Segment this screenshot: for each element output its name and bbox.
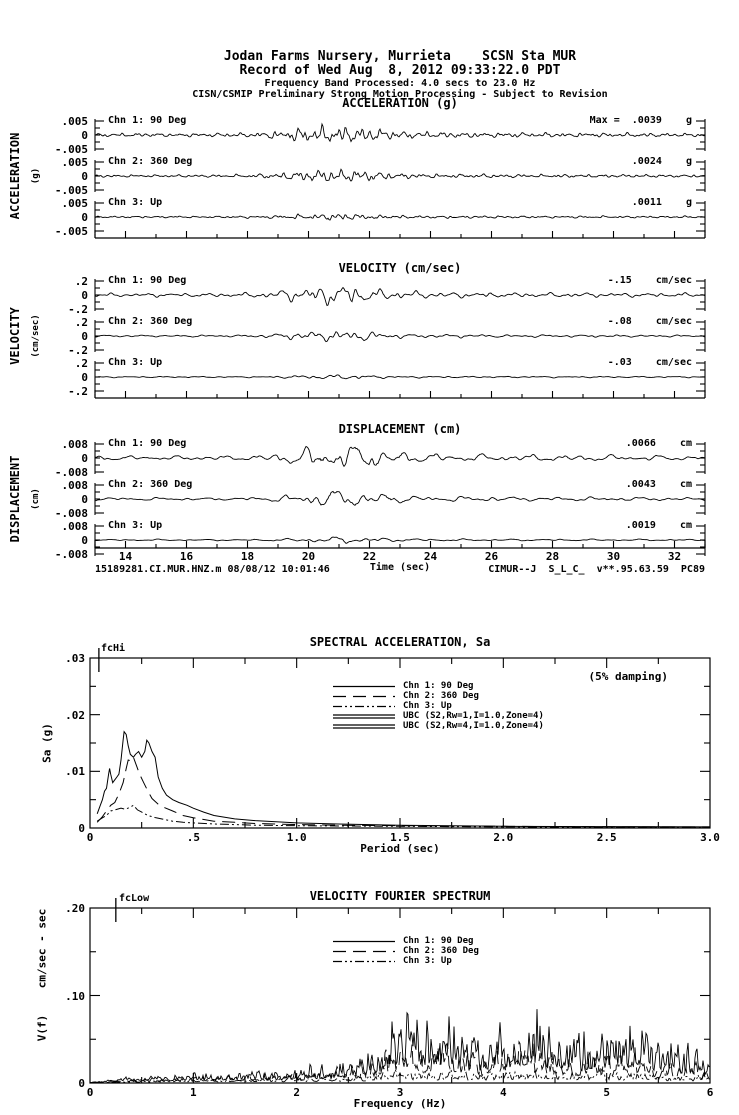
y-tick-zero-label: 0 [81, 288, 88, 302]
sa-x-axis-label: Period (sec) [360, 842, 440, 855]
sa-x-tick-label: 1.5 [390, 831, 410, 844]
sa-y-tick-label: .01 [65, 765, 85, 779]
y-tick-zero-label: 0 [81, 492, 88, 506]
channel-label: Chn 1: 90 Deg [108, 275, 187, 286]
time-tick-label: 14 [118, 550, 133, 563]
y-tick-zero-label: 0 [81, 533, 88, 547]
channel-label: Chn 3: Up [108, 357, 163, 368]
y-tick-top-label: .008 [61, 437, 88, 451]
y-tick-top-label: .2 [74, 274, 88, 288]
frequency-band-note: Frequency Band Processed: 4.0 secs to 23.0 Hz [264, 78, 536, 89]
channel-label: Chn 1: 90 Deg [108, 438, 187, 449]
acceleration-axis-unit: (g) [31, 167, 41, 185]
sa-y-tick-label: .03 [65, 652, 85, 665]
peak-value-label: .0024 g [631, 156, 692, 167]
legend-entry [333, 946, 479, 956]
time-tick-label: 32 [667, 550, 682, 563]
y-tick-bottom-label: -.008 [54, 547, 88, 561]
damping-note: (5% damping) [588, 670, 668, 683]
y-tick-top-label: .2 [74, 356, 88, 370]
sa-spectrum-curve [97, 757, 710, 827]
fourier-y-tick-label: .10 [65, 989, 85, 1003]
legend-line-sample [333, 692, 395, 701]
legend-entry [333, 701, 544, 711]
y-tick-bottom-label: -.005 [54, 224, 88, 238]
sa-y-tick-label: 0 [78, 822, 85, 835]
fourier-x-tick-label: 5 [603, 1086, 610, 1099]
y-tick-zero-label: 0 [81, 169, 88, 183]
time-axis-label: Time (sec) [369, 562, 431, 573]
time-tick-label: 20 [301, 550, 316, 563]
y-tick-bottom-label: -.2 [68, 343, 88, 357]
y-tick-zero-label: 0 [81, 210, 88, 224]
waveform-trace [95, 124, 705, 141]
waveform-trace [95, 214, 705, 220]
waveform-trace [95, 169, 705, 181]
y-tick-top-label: .005 [61, 114, 88, 128]
processing-note: CISN/CSMIP Preliminary Strong Motion Processing - Subject to Revision [192, 89, 608, 100]
peak-value-label: -.03 cm/sec [607, 357, 692, 368]
fourier-plot-title: VELOCITY FOURIER SPECTRUM [309, 889, 491, 903]
fourier-y-tick-label: .20 [65, 902, 85, 915]
y-tick-bottom-label: -.005 [54, 142, 88, 156]
time-tick-label: 24 [423, 550, 438, 563]
record-file-footer: 15189281.CI.MUR.HNZ.m 08/08/12 10:01:46 [95, 564, 330, 575]
channel-label: Chn 1: 90 Deg [108, 115, 187, 126]
fourier-x-axis-label: Frequency (Hz) [353, 1097, 447, 1110]
legend-line-sample [333, 947, 395, 956]
record-datetime: Record of Wed Aug 8, 2012 09:33:22.0 PDT [239, 63, 561, 78]
channel-label: Chn 2: 360 Deg [108, 316, 193, 327]
fc-hi-label: fcHi [101, 643, 126, 654]
legend-entry [333, 721, 544, 731]
y-tick-top-label: .005 [61, 196, 88, 210]
time-tick-label: 16 [179, 550, 194, 563]
velocity-axis-unit: (cm/sec) [31, 314, 41, 358]
y-tick-bottom-label: -.008 [54, 465, 88, 479]
time-tick-label: 26 [484, 550, 499, 563]
acceleration-axis-label: ACCELERATION [8, 132, 22, 220]
waveform-trace [95, 491, 705, 505]
sa-x-tick-label: 0 [86, 831, 94, 844]
sa-spectrum-curve [97, 732, 710, 827]
fourier-y-tick-label: 0 [78, 1077, 85, 1090]
displacement-section-title: DISPLACEMENT (cm) [338, 422, 462, 436]
fourier-spectrum-curve [90, 1009, 710, 1082]
y-tick-zero-label: 0 [81, 329, 88, 343]
channel-label: Chn 3: Up [108, 197, 163, 208]
sa-x-tick-label: 2.0 [493, 831, 514, 844]
station-title: Jodan Farms Nursery, Murrieta SCSN Sta MUR [223, 49, 577, 64]
peak-value-label: -.15 cm/sec [607, 275, 692, 286]
legend-entry [333, 711, 544, 721]
velocity-axis-label: VELOCITY [8, 307, 22, 365]
waveform-trace [95, 375, 705, 379]
acceleration-section-title: ACCELERATION (g) [342, 96, 458, 110]
time-tick-label: 22 [362, 550, 377, 563]
y-tick-zero-label: 0 [81, 370, 88, 384]
legend-entry-label: Chn 1: 90 Deg [403, 681, 474, 691]
legend-entry [333, 936, 479, 946]
fourier-legend [333, 936, 479, 966]
y-tick-zero-label: 0 [81, 451, 88, 465]
time-tick-label: 18 [240, 550, 255, 563]
time-tick-label: 30 [606, 550, 621, 563]
fourier-x-tick-label: 1 [190, 1086, 197, 1099]
processing-code-footer: CIMUR--J S_L_C_ v**.95.63.59 PC89 [488, 564, 705, 575]
waveform-trace [95, 288, 705, 306]
fc-low-label: fcLow [119, 893, 150, 904]
fourier-x-tick-label: 3 [396, 1086, 404, 1099]
displacement-axis-unit: (cm) [31, 488, 41, 510]
sa-legend [333, 681, 544, 731]
legend-entry-label: UBC (S2,Rw=4,I=1.0,Zone=4) [403, 721, 544, 731]
sa-y-tick-label: .02 [65, 708, 85, 722]
sa-x-tick-label: 3.0 [700, 831, 720, 844]
fourier-x-tick-label: 4 [500, 1086, 507, 1099]
y-tick-zero-label: 0 [81, 128, 88, 142]
legend-line-sample [333, 722, 395, 731]
legend-entry-label: Chn 1: 90 Deg [403, 936, 474, 946]
y-tick-bottom-label: -.2 [68, 302, 88, 316]
legend-line-sample [333, 957, 395, 966]
peak-value-label: .0019 cm [625, 520, 692, 531]
time-tick-label: 28 [545, 550, 560, 563]
legend-line-sample [333, 937, 395, 946]
legend-entry [333, 956, 479, 966]
channel-label: Chn 3: Up [108, 520, 163, 531]
sa-spectrum-curve [97, 805, 710, 827]
legend-entry-label: Chn 2: 360 Deg [403, 691, 479, 701]
sa-y-axis-label: Sa (g) [40, 723, 54, 763]
fourier-x-tick-label: 2 [293, 1086, 300, 1099]
y-tick-top-label: .005 [61, 155, 88, 169]
waveform-trace [95, 446, 705, 466]
velocity-section-title: VELOCITY (cm/sec) [338, 261, 462, 275]
legend-entry [333, 681, 544, 691]
y-tick-top-label: .008 [61, 519, 88, 533]
y-tick-top-label: .008 [61, 478, 88, 492]
channel-label: Chn 2: 360 Deg [108, 156, 193, 167]
legend-entry-label: Chn 2: 360 Deg [403, 946, 479, 956]
fourier-x-tick-label: 0 [86, 1086, 94, 1099]
legend-line-sample [333, 702, 395, 711]
legend-entry-label: Chn 3: Up [403, 956, 452, 966]
legend-line-sample [333, 682, 395, 691]
waveform-trace [95, 332, 705, 342]
legend-entry-label: Chn 3: Up [403, 701, 452, 711]
peak-value-label: Max = .0039 g [589, 115, 692, 126]
y-tick-bottom-label: -.008 [54, 506, 88, 520]
fourier-x-tick-label: 6 [706, 1086, 714, 1099]
peak-value-label: .0043 cm [625, 479, 692, 490]
legend-line-sample [333, 712, 395, 721]
sa-x-tick-label: .5 [186, 831, 200, 844]
y-tick-bottom-label: -.005 [54, 183, 88, 197]
legend-entry-label: UBC (S2,Rw=1,I=1.0,Zone=4) [403, 711, 544, 721]
channel-label: Chn 2: 360 Deg [108, 479, 193, 490]
peak-value-label: .0066 cm [625, 438, 692, 449]
fourier-y-axis-label: V(f) cm/sec - sec [35, 908, 49, 1042]
legend-entry [333, 691, 544, 701]
sa-plot-title: SPECTRAL ACCELERATION, Sa [309, 635, 491, 649]
y-tick-bottom-label: -.2 [68, 384, 88, 398]
peak-value-label: .0011 g [631, 197, 692, 208]
displacement-axis-label: DISPLACEMENT [8, 455, 22, 543]
peak-value-label: -.08 cm/sec [607, 316, 692, 327]
y-tick-top-label: .2 [74, 315, 88, 329]
sa-x-tick-label: 1.0 [286, 831, 307, 844]
sa-x-tick-label: 2.5 [596, 831, 617, 844]
